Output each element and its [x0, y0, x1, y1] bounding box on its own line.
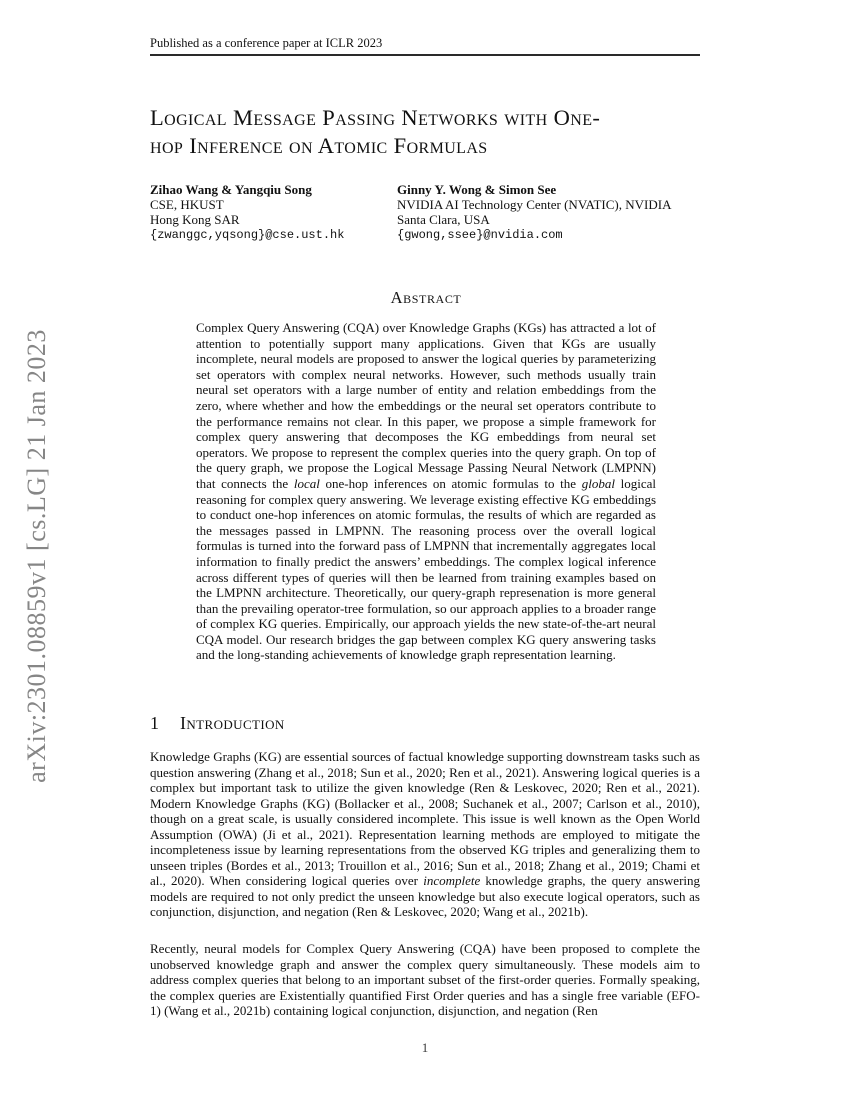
text-segment: global — [581, 475, 615, 491]
section-number: 1 — [150, 713, 159, 733]
author-column-right — [397, 182, 710, 243]
author-email: {zwanggc,yqsong}@cse.ust.hk — [150, 227, 345, 242]
author-affiliation: CSE, HKUST — [150, 197, 224, 213]
paper-title-line-2: hop Inference on Atomic Formulas — [150, 133, 488, 158]
abstract-heading: Abstract — [390, 288, 462, 307]
paper-title — [150, 104, 710, 160]
author-column-left — [150, 182, 397, 243]
text-segment: Recently, neural models for Complex Query Answering (CQA) have been proposed to complete the unobserved knowledge graph and answer the complex query simultaneously. These models aim to address complex queries that belong to an important subset of the first-order queries. Formally speaking, the complex queries are Existentially quantified First Order queries and has a single free variable (EFO-1) (Wang et al., 2021b) containing logical conjunction, disjunction, and negation (Ren — [150, 941, 700, 1018]
author-name: Ginny Y. Wong & Simon See — [397, 182, 557, 197]
author-location: Hong Kong SAR — [150, 212, 240, 228]
page-number: 1 — [421, 1040, 429, 1055]
introduction-paragraph-1 — [150, 749, 700, 920]
text-segment: logical reasoning for complex query answering. We leverage existing effective KG embeddings to conduct one-hop inferences on atomic formulas, the results of which are regarded as the messages passed in LMPNN. The reasoning process over the overall logical formulas is turned into the forward pass of LMPNN that incrementally aggregates local information to finally predict the answers’ embeddings. The complex logical inference across different types of queries will then be learned from training examples based on the LMPNN architecture. Theoretically, our query-graph represenation is more general than the prevailing operator-tree formulation, so our approach applies to a broader range of complex KG queries. Empirically, our approach yields the new state-of-the-art neural CQA model. Our research bridges the gap between complex KG query answering tasks and the long-standing achievements of knowledge graph representation learning. — [196, 475, 656, 663]
author-affiliation: NVIDIA AI Technology Center (NVATIC), NVIDIA — [397, 197, 672, 213]
text-segment: Knowledge Graphs (KG) are essential sources of factual knowledge supporting downstream tasks such as question answering (Zhang et al., 2018; Sun et al., 2020; Ren et al., 2021). Answering logical queries is a complex but important task to utilize the given knowledge (Ren & Leskovec, 2020; Ren et al., 2021). Modern Knowledge Graphs (KG) (Bollacker et al., 2008; Suchanek et al., 2007; Carlson et al., 2010), though on a great scale, is usually considered incomplete. This issue is well known as the Open World Assumption (OWA) (Ji et al., 2021). Representation learning methods are employed to mitigate the incompleteness issue by learning representations from the observed KG triples and generalizing them to unseen triples (Bordes et al., 2013; Trouillon et al., 2016; Sun et al., 2018; Zhang et al., 2019; Chami et al., 2020). When considering logical queries over — [150, 749, 700, 888]
text-segment: incomplete — [423, 873, 481, 888]
paper-title-line-1: Logical Message Passing Networks with One- — [150, 105, 601, 130]
text-segment: Complex Query Answering (CQA) over Knowledge Graphs (KGs) has attracted a lot of attention to potentially support many applications. Given that KGs are usually incomplete, neural models are proposed to answer the logical queries by parameterizing set operators with complex neural networks. However, such methods usually train neural set operators with a large number of entity and relation embeddings from the zero, where whether and how the embeddings or the neural set operators contribute to the performance remains not clear. In this paper, we propose a simple framework for complex query answering that decomposes the KG embeddings from neural set operators. We propose to represent the complex queries into the query graph. On top of the query graph, we propose the Logical Message Passing Neural Network (LMPNN) that connects the — [196, 320, 656, 491]
author-name: Zihao Wang & Yangqiu Song — [150, 182, 312, 197]
author-email: {gwong,ssee}@nvidia.com — [397, 227, 563, 242]
arxiv-watermark: arXiv:2301.08859v1 [cs.LG] 21 Jan 2023 — [22, 329, 51, 783]
header-rule — [150, 54, 700, 56]
text-segment: local — [293, 475, 320, 491]
conference-header: Published as a conference paper at ICLR 2023 — [150, 36, 383, 50]
section-heading-introduction — [150, 713, 700, 734]
introduction-paragraph-2 — [150, 941, 700, 1019]
section-title: Introduction — [180, 713, 285, 733]
author-location: Santa Clara, USA — [397, 212, 490, 228]
abstract-text — [196, 320, 656, 663]
text-segment: one-hop inferences on atomic formulas to the — [319, 475, 582, 491]
text-segment: knowledge graphs, the query answering models are required to not only predict the unseen knowledge but also execute logical operators, such as conjunction, disjunction, and negation (Ren & Leskovec, 2020; Wang et al., 2021b). — [150, 873, 701, 919]
author-block — [150, 182, 710, 243]
